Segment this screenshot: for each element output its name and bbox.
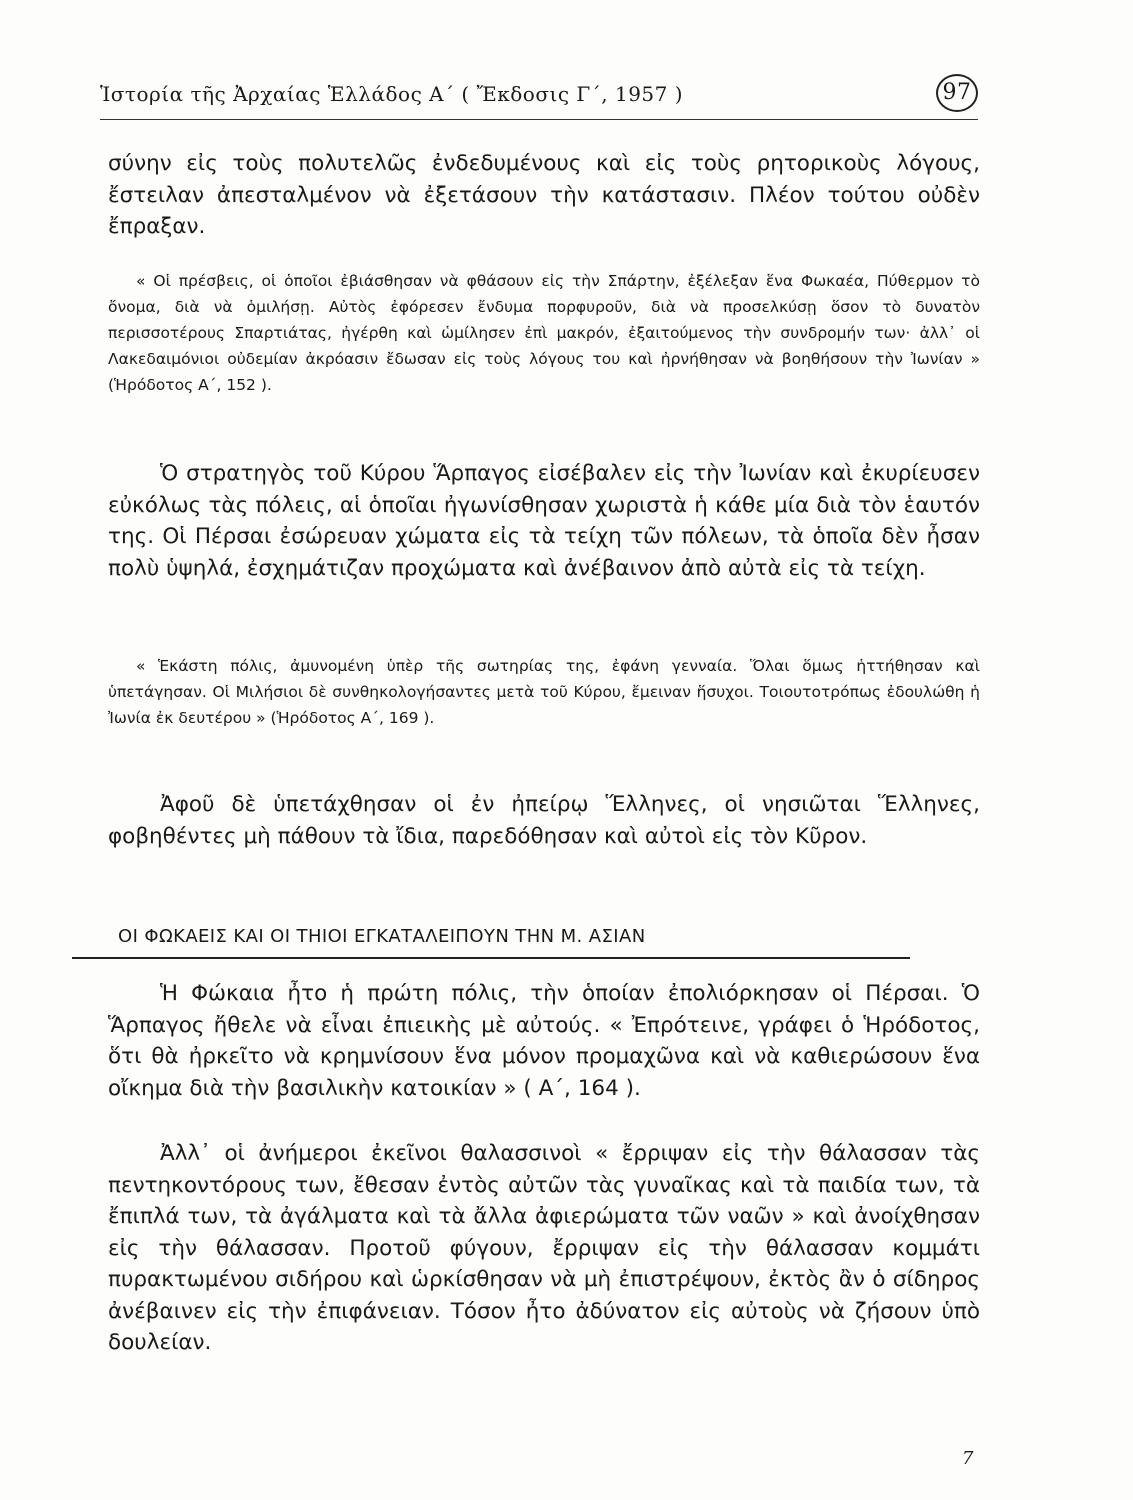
page-number-badge: 97: [936, 74, 978, 112]
header-rule: [100, 119, 978, 120]
paragraph-continuation: σύνην εἰς τοὺς πολυτελῶς ἐνδεδυμένους καὶ εἰς τοὺς ρητορικοὺς λόγους, ἔστειλαν ἀπεσταλμένον νὰ ἐξετάσουν τὴν κατάστασιν. Πλέον τούτου οὐδὲν ἔπραξαν.: [108, 151, 980, 239]
quote-herodotus-152: « Οἱ πρέσβεις, οἱ ὁποῖοι ἐβιάσθησαν νὰ φθάσουν εἰς τὴν Σπάρτην, ἐξέλεξαν ἕνα Φωκαέα, Πύθερμον τὸ ὄνομα, διὰ νὰ ὁμιλήσῃ. Αὐτὸς ἐφόρεσεν ἔνδυμα πορφυροῦν, διὰ νὰ προσελκύσῃ ὅσον τὸ δυνατὸν περισσοτέρους Σπαρτιάτας, ἠγέρθη καὶ ὡμίλησεν ἐπὶ μακρόν, ἐξαιτούμενος τὴν συνδρομήν των· ἀλλ᾿ οἱ Λακεδαιμόνιοι οὐδεμίαν ἀκρόασιν ἔδωσαν εἰς τοὺς λόγους του καὶ ἠρνήθησαν νὰ βοηθήσουν τὴν Ἰωνίαν » (Ἡρόδοτος Α΄, 152 ).: [108, 272, 980, 394]
paragraph-phocaea: Ἡ Φώκαια ἦτο ἡ πρώτη πόλις, τὴν ὁποίαν ἐπολιόρκησαν οἱ Πέρσαι. Ὁ Ἅρπαγος ἤθελε νὰ εἶναι ἐπιεικὴς μὲ αὐτούς. « Ἐπρότεινε, γράφει ὁ Ἡρόδοτος, ὅτι θὰ ἠρκεῖτο νὰ κρημνίσουν ἕνα μόνον προμαχῶνα καὶ νὰ καθιερώσουν ἕνα οἴκημα διὰ τὴν βασιλικὴν κατοικίαν » ( Α΄, 164 ).: [108, 981, 980, 1101]
section-heading: ΟΙ ΦΩΚΑΕΙΣ ΚΑΙ ΟΙ ΤΗΙΟΙ ΕΓΚΑΤΑΛΕΙΠΟΥΝ ΤΗΝ Μ. ΑΣΙΑΝ: [118, 926, 646, 947]
quote-herodotus-169: « Ἑκάστη πόλις, ἀμυνομένη ὑπὲρ τῆς σωτηρίας της, ἐφάνη γενναία. Ὅλαι ὅμως ἡττήθησαν καὶ ὑπετάγησαν. Οἱ Μιλήσιοι δὲ συνθηκολογήσαντες μετὰ τοῦ Κύρου, ἔμειναν ἥσυχοι. Τοιουτοτρόπως ἐδουλώθη ἡ Ἰωνία ἐκ δευτέρου » (Ἡρόδοτος Α΄, 169 ).: [108, 657, 980, 727]
paragraph-islanders: Ἀφοῦ δὲ ὑπετάχθησαν οἱ ἐν ἠπείρῳ Ἕλληνες, οἱ νησιῶται Ἕλληνες, φοβηθέντες μὴ πάθουν τὰ ἴδια, παρεδόθησαν καὶ αὐτοὶ εἰς τὸν Κῦρον.: [108, 792, 980, 849]
running-title: Ἱστορία τῆς Ἀρχαίας Ἑλλάδος Α΄ ( Ἔκδοσις Γ΄, 1957 ): [100, 82, 684, 106]
running-header: [100, 74, 978, 120]
paragraph-seafarers: Ἀλλ᾿ οἱ ἀνήμεροι ἐκεῖνοι θαλασσινοὶ « ἔρριψαν εἰς τὴν θάλασσαν τὰς πεντηκοντόρους των, ἔθεσαν ἐντὸς αὐτῶν τὰς γυναῖκας καὶ τὰ παιδία των, τὰ ἔπιπλά των, τὰ ἀγάλματα καὶ τὰ ἄλλα ἀφιερώματα τῶν ναῶν » καὶ ἀνοίχθησαν εἰς τὴν θάλασσαν. Προτοῦ φύγουν, ἔρριψαν εἰς τὴν θάλασσαν κομμάτι πυρακτωμένου σιδήρου καὶ ὡρκίσθησαν νὰ μὴ ἐπιστρέψουν, ἐκτὸς ἂν ὁ σίδηρος ἀνέβαινεν εἰς τὴν ἐπιφάνειαν. Τόσον ἦτο ἀδύνατον εἰς αὐτοὺς νὰ ζήσουν ὑπὸ δουλείαν.: [108, 1141, 980, 1355]
signature-mark: 7: [962, 1448, 974, 1469]
paragraph-harpagos: Ὁ στρατηγὸς τοῦ Κύρου Ἅρπαγος εἰσέβαλεν εἰς τὴν Ἰωνίαν καὶ ἐκυρίευσεν εὐκόλως τὰς πόλεις, αἱ ὁποῖαι ἠγωνίσθησαν χωριστὰ ἡ κάθε μία διὰ τὸν ἑαυτόν της. Οἱ Πέρσαι ἐσώρευαν χώματα εἰς τὰ τείχη τῶν πόλεων, τὰ ὁποῖα δὲν ἦσαν πολὺ ὑψηλά, ἐσχημάτιζαν προχώματα καὶ ἀνέβαινον ἀπὸ αὐτὰ εἰς τὰ τείχη.: [108, 461, 980, 581]
section-rule: [72, 957, 910, 959]
